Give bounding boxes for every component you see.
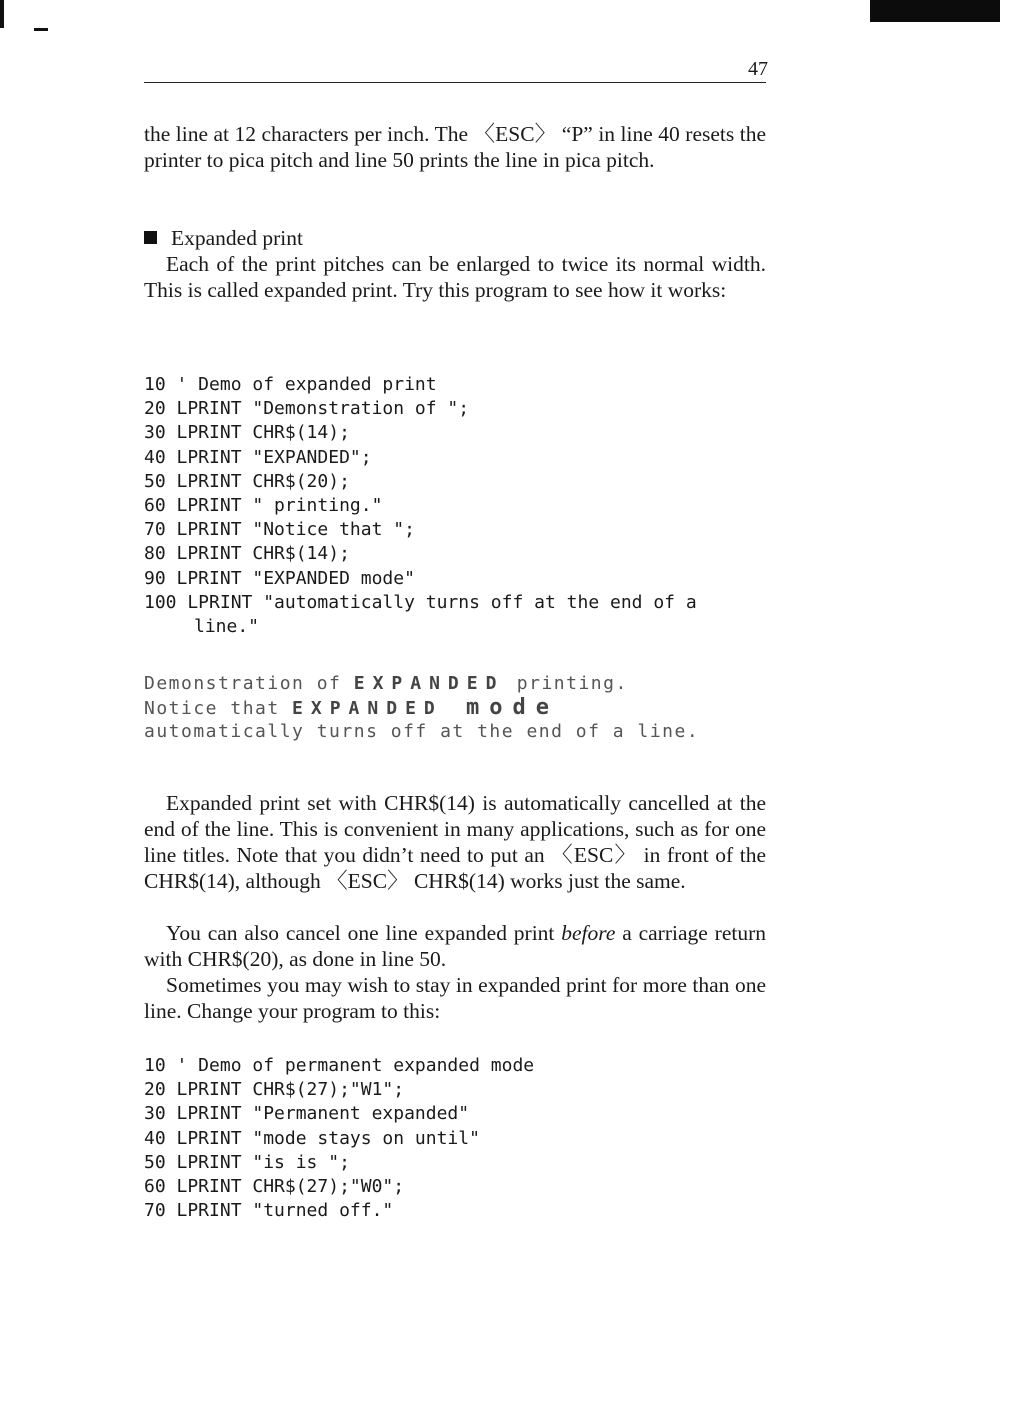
expanded-text: EXPANDED: [353, 673, 505, 694]
code-line: 30 LPRINT CHR$(14);: [144, 422, 350, 444]
expanded-text: EXPANDED: [292, 698, 443, 719]
printer-output-sample: [144, 672, 804, 744]
program-listing-2: [144, 1054, 784, 1223]
code-line: 50 LPRINT CHR$(20);: [144, 470, 350, 492]
code-line: 90 LPRINT "EXPANDED mode": [144, 567, 415, 589]
header-rule: [144, 82, 766, 83]
explanation-paragraph-3: Sometimes you may wish to stay in expanded print for more than one line. Change your program to this:: [144, 973, 766, 1023]
printout-line-2: Notice that EXPANDED mode: [144, 695, 559, 720]
intro-paragraph: the line at 12 characters per inch. The 〈ESC〉 “P” in line 40 resets the printer to pica pitch and line 50 prints the line in pica pitch.: [144, 122, 766, 172]
code-line: 60 LPRINT CHR$(27);"W0";: [144, 1175, 405, 1197]
square-bullet-icon: [144, 231, 157, 244]
code-line: 100 LPRINT "automatically turns off at the end of a: [144, 591, 697, 613]
code-line: 30 LPRINT "Permanent expanded": [144, 1103, 470, 1125]
code-line: 20 LPRINT CHR$(27);"W1";: [144, 1079, 405, 1101]
code-line: 80 LPRINT CHR$(14);: [144, 543, 350, 565]
program-listing-1: [144, 373, 784, 639]
code-line: 70 LPRINT "turned off.": [144, 1200, 394, 1222]
code-line: 60 LPRINT " printing.": [144, 494, 383, 516]
code-line-continuation: line.": [194, 615, 260, 637]
section-heading-text: Expanded print: [171, 226, 303, 250]
page-number: 47: [748, 58, 768, 80]
code-line: 40 LPRINT "EXPANDED";: [144, 446, 372, 468]
code-line: 50 LPRINT "is is ";: [144, 1151, 350, 1173]
section-body: Each of the print pitches can be enlarged to twice its normal width. This is called expanded print. Try this program to see how it works:: [144, 252, 766, 302]
code-line: 40 LPRINT "mode stays on until": [144, 1127, 480, 1149]
explanation-paragraph-2: You can also cancel one line expanded print before a carriage return with CHR$(20), as done in line 50.: [144, 921, 766, 971]
printout-line-1: Demonstration of EXPANDED printing.: [144, 673, 628, 694]
code-line: 10 ' Demo of permanent expanded mode: [144, 1055, 535, 1076]
scan-dash-mark: [34, 28, 48, 31]
expanded-mode-text: mode: [442, 695, 559, 720]
explanation-paragraph-1: Expanded print set with CHR$(14) is automatically cancelled at the end of the line. This is convenient in many applications, such as for one line titles. Note that you didn’t need to put an 〈ESC〉 in front of the CHR$(14), although 〈ESC〉 CHR$(14) works just the same.: [144, 791, 766, 893]
scan-corner-mark: [0, 0, 4, 28]
code-line: 10 ' Demo of expanded print: [144, 374, 437, 395]
code-line: 20 LPRINT "Demonstration of ";: [144, 398, 470, 420]
scan-edge-mark: [870, 0, 1000, 22]
code-line: 70 LPRINT "Notice that ";: [144, 519, 415, 541]
printout-line-3: automatically turns off at the end of a line.: [144, 721, 700, 742]
section-heading: [144, 225, 303, 251]
emphasis-before: before: [561, 921, 616, 945]
